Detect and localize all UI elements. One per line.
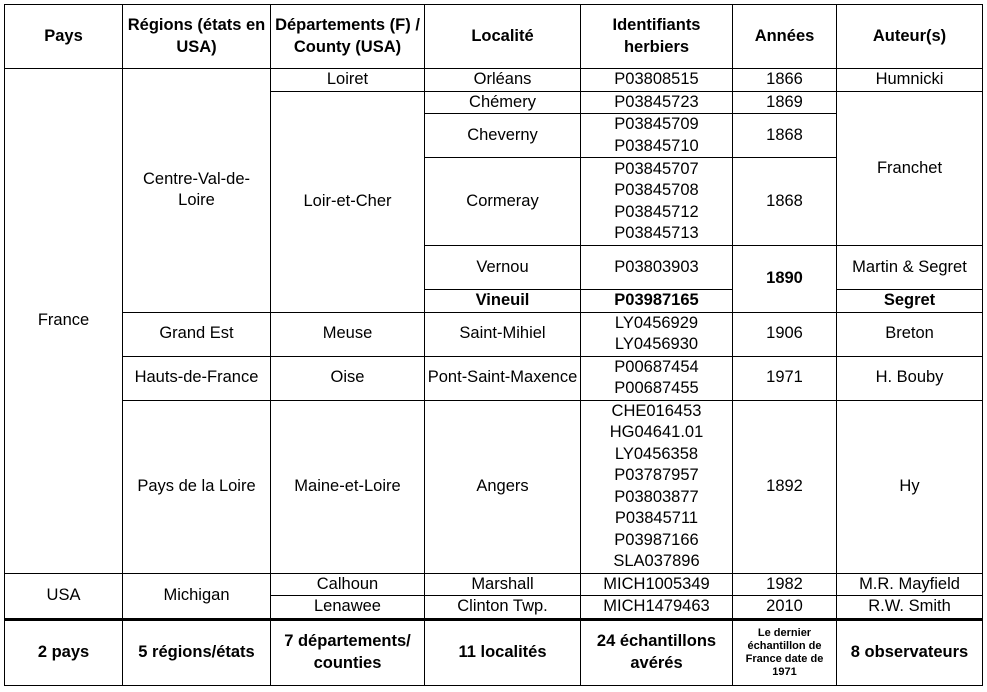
cell-dept-maine-loire: Maine-et-Loire bbox=[271, 400, 425, 573]
cell-loc-angers: Angers bbox=[425, 400, 581, 573]
cell-author-smith: R.W. Smith bbox=[837, 596, 983, 620]
cell-id-saint-mihiel bbox=[581, 312, 733, 356]
header-localite: Localité bbox=[425, 5, 581, 69]
header-pays: Pays bbox=[5, 5, 123, 69]
total-observateurs: 8 observateurs bbox=[837, 619, 983, 685]
cell-pays-usa: USA bbox=[5, 573, 123, 619]
cell-year-pont: 1971 bbox=[733, 356, 837, 400]
cell-loc-chemery: Chémery bbox=[425, 91, 581, 114]
cell-loc-cheverny: Cheverny bbox=[425, 114, 581, 158]
cell-author-hy: Hy bbox=[837, 400, 983, 573]
herbarium-id: P03845711 bbox=[614, 509, 699, 527]
cell-region-centre: Centre-Val-de-Loire bbox=[123, 69, 271, 313]
cell-dept-loir-cher: Loir-et-Cher bbox=[271, 91, 425, 312]
herbarium-id: SLA037896 bbox=[613, 552, 700, 570]
total-annees-note: Le dernier échantillon de France date de 1971 bbox=[733, 619, 837, 685]
herbarium-id: P00687455 bbox=[614, 379, 699, 397]
cell-loc-vernou: Vernou bbox=[425, 246, 581, 290]
cell-id-pont bbox=[581, 356, 733, 400]
total-echantillons: 24 échantillons avérés bbox=[581, 619, 733, 685]
cell-id-cormeray bbox=[581, 158, 733, 246]
herbarium-id: P03845712 bbox=[614, 202, 699, 221]
cell-year-angers: 1892 bbox=[733, 400, 837, 573]
herbarium-table bbox=[4, 4, 983, 686]
herbarium-id: LY0456930 bbox=[614, 335, 699, 353]
cell-year-cormeray: 1868 bbox=[733, 158, 837, 246]
herbarium-id: P03787957 bbox=[614, 466, 699, 484]
herbarium-id: HG04641.01 bbox=[609, 423, 704, 441]
cell-loc-cormeray: Cormeray bbox=[425, 158, 581, 246]
herbarium-id: LY0456358 bbox=[614, 444, 699, 463]
table-row bbox=[5, 69, 983, 92]
cell-id-clinton: MICH1479463 bbox=[581, 596, 733, 620]
herbarium-id: P03845710 bbox=[614, 136, 699, 155]
herbarium-id: P00687454 bbox=[614, 357, 699, 376]
cell-author-segret: Segret bbox=[837, 290, 983, 313]
cell-loc-clinton: Clinton Twp. bbox=[425, 596, 581, 620]
cell-region-grand-est: Grand Est bbox=[123, 312, 271, 356]
total-departements: 7 départements/ counties bbox=[271, 619, 425, 685]
header-departements: Départements (F) / County (USA) bbox=[271, 5, 425, 69]
herbarium-id: P03987166 bbox=[614, 530, 699, 549]
cell-author-bouby: H. Bouby bbox=[837, 356, 983, 400]
cell-loc-orleans: Orléans bbox=[425, 69, 581, 92]
cell-id-marshall: MICH1005349 bbox=[581, 573, 733, 596]
cell-id-cheverny bbox=[581, 114, 733, 158]
cell-year-chemery: 1869 bbox=[733, 91, 837, 114]
cell-author-mayfield: M.R. Mayfield bbox=[837, 573, 983, 596]
cell-author-humnicki: Humnicki bbox=[837, 69, 983, 92]
cell-id-vernou: P03803903 bbox=[581, 246, 733, 290]
header-annees: Années bbox=[733, 5, 837, 69]
cell-dept-calhoun: Calhoun bbox=[271, 573, 425, 596]
cell-year-marshall: 1982 bbox=[733, 573, 837, 596]
header-row bbox=[5, 5, 983, 69]
cell-id-orleans: P03808515 bbox=[581, 69, 733, 92]
header-identifiants: Identifiants herbiers bbox=[581, 5, 733, 69]
cell-dept-oise: Oise bbox=[271, 356, 425, 400]
cell-year-saint-mihiel: 1906 bbox=[733, 312, 837, 356]
table-row bbox=[5, 400, 983, 573]
cell-region-michigan: Michigan bbox=[123, 573, 271, 619]
cell-dept-loiret: Loiret bbox=[271, 69, 425, 92]
totals-row bbox=[5, 619, 983, 685]
total-localites: 11 localités bbox=[425, 619, 581, 685]
table-row bbox=[5, 356, 983, 400]
header-auteurs: Auteur(s) bbox=[837, 5, 983, 69]
table-row bbox=[5, 312, 983, 356]
cell-author-martin-segret: Martin & Segret bbox=[837, 246, 983, 290]
cell-loc-vineuil: Vineuil bbox=[425, 290, 581, 313]
cell-year-clinton: 2010 bbox=[733, 596, 837, 620]
cell-region-pays-loire: Pays de la Loire bbox=[123, 400, 271, 573]
header-regions: Régions (états en USA) bbox=[123, 5, 271, 69]
herbarium-id: P03845713 bbox=[614, 224, 699, 242]
cell-dept-meuse: Meuse bbox=[271, 312, 425, 356]
cell-year-vernou-vineuil: 1890 bbox=[733, 246, 837, 313]
herbarium-id: LY0456929 bbox=[614, 313, 699, 332]
table-row bbox=[5, 573, 983, 596]
cell-year-cheverny: 1868 bbox=[733, 114, 837, 158]
cell-dept-lenawee: Lenawee bbox=[271, 596, 425, 620]
cell-id-angers bbox=[581, 400, 733, 573]
herbarium-id: CHE016453 bbox=[611, 401, 702, 420]
cell-author-breton: Breton bbox=[837, 312, 983, 356]
herbarium-id: P03803877 bbox=[614, 487, 699, 506]
herbarium-id: P03845707 bbox=[614, 159, 699, 178]
herbarium-id: P03845709 bbox=[614, 115, 699, 133]
cell-id-vineuil: P03987165 bbox=[581, 290, 733, 313]
cell-region-hauts: Hauts-de-France bbox=[123, 356, 271, 400]
total-regions: 5 régions/états bbox=[123, 619, 271, 685]
cell-loc-saint-mihiel: Saint-Mihiel bbox=[425, 312, 581, 356]
herbarium-id: P03845708 bbox=[614, 181, 699, 199]
cell-year-orleans: 1866 bbox=[733, 69, 837, 92]
cell-id-chemery: P03845723 bbox=[581, 91, 733, 114]
cell-loc-pont: Pont-Saint-Maxence bbox=[425, 356, 581, 400]
cell-pays-france: France bbox=[5, 69, 123, 574]
total-pays: 2 pays bbox=[5, 619, 123, 685]
cell-loc-marshall: Marshall bbox=[425, 573, 581, 596]
cell-author-franchet: Franchet bbox=[837, 91, 983, 246]
